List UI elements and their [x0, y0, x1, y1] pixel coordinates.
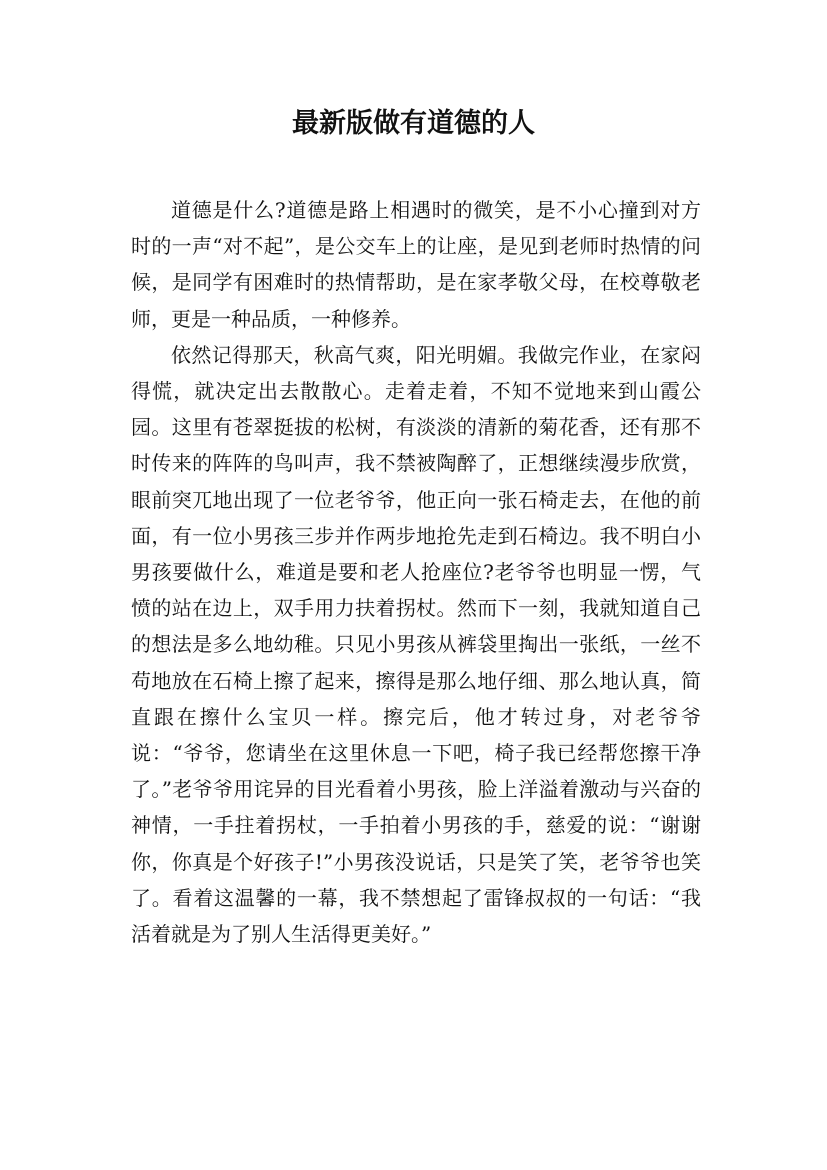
- paragraph-2: 依然记得那天，秋高气爽，阳光明媚。我做完作业，在家闷得慌，就决定出去散散心。走着走着，不知不觉地来到山霞公园。这里有苍翠挺拔的松树，有淡淡的清新的菊花香，还有那不时传来的阵阵的鸟叫声，我不禁被陶醉了，正想继续漫步欣赏，眼前突兀地出现了一位老爷爷，他正向一张石椅走去，在他的前面，有一位小男孩三步并作两步地抢先走到石椅边。我不明白小男孩要做什么，难道是要和老人抢座位?老爷爷也明显一愣，气愤的站在边上，双手用力扶着拐杖。然而下一刻，我就知道自己的想法是多么地幼稚。只见小男孩从裤袋里掏出一张纸，一丝不苟地放在石椅上擦了起来，擦得是那么地仔细、那么地认真，简直跟在擦什么宝贝一样。擦完后，他才转过身，对老爷爷说：“爷爷，您请坐在这里休息一下吧，椅子我已经帮您擦干净了。”老爷爷用诧异的目光看着小男孩，脸上洋溢着激动与兴奋的神情，一手拄着拐杖，一手拍着小男孩的手，慈爱的说：“谢谢你，你真是个好孩子!”小男孩没说话，只是笑了笑，老爷爷也笑了。看着这温馨的一幕，我不禁想起了雷锋叔叔的一句话：“我活着就是为了别人生活得更美好。”: [131, 342, 701, 947]
- document-title: 最新版做有道德的人: [292, 108, 535, 139]
- paragraph-1: 道德是什么?道德是路上相遇时的微笑，是不小心撞到对方时的一声“对不起”，是公交车上的让座，是见到老师时热情的问候，是同学有困难时的热情帮助，是在家孝敬父母，在校尊敬老师，更是一种品质，一种修养。: [131, 198, 701, 331]
- document-body: [131, 192, 701, 952]
